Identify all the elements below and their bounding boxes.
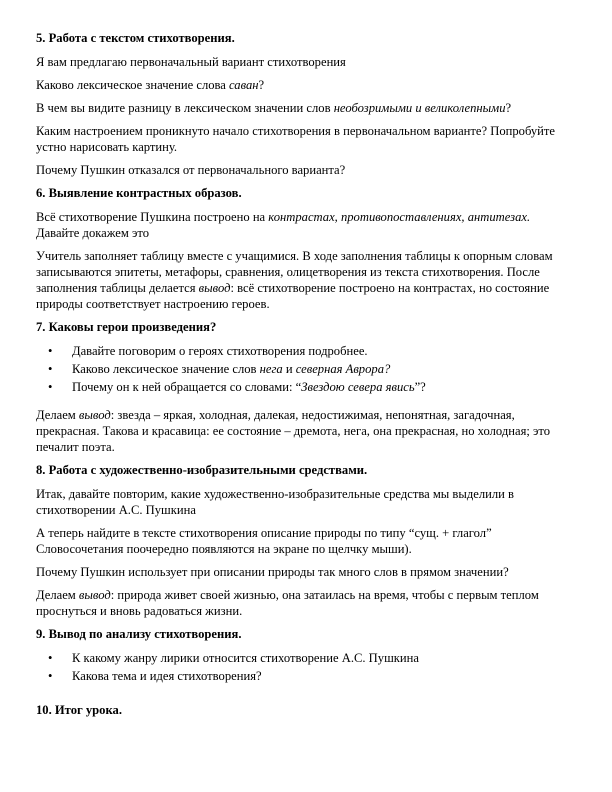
list-item: • К какому жанру лирики относится стихотворение А.С. Пушкина <box>48 651 419 665</box>
s5-paragraph-3: В чем вы видите разницу в лексическом значении слов необозримыми и великолепными? <box>36 101 512 115</box>
s5-paragraph-2: Каково лексическое значение слова саван? <box>36 78 265 92</box>
s9-bullet-list <box>36 650 576 684</box>
s7-bullet-list <box>36 343 576 395</box>
bullet-icon: • <box>48 651 53 665</box>
section-10-heading: 10. Итог урока. <box>36 703 122 717</box>
list-item: • Давайте поговорим о героях стихотворения подробнее. <box>48 344 368 358</box>
list-item: • Почему он к ней обращается со словами: “Звездою севера явись”? <box>48 380 426 394</box>
section-5-heading: 5. Работа с текстом стихотворения. <box>36 31 235 45</box>
section-9-heading: 9. Вывод по анализу стихотворения. <box>36 627 242 641</box>
s8-conclusion: Делаем вывод: природа живет своей жизнью, она затаилась на время, чтобы с первым теплом проснуться и вновь радоваться жизни. <box>36 588 539 618</box>
bullet-icon: • <box>48 669 53 683</box>
s6-paragraph-1: Всё стихотворение Пушкина построено на контрастах, противопоставлениях, антитезах. Давайте докажем это <box>36 210 531 240</box>
section-6-heading: 6. Выявление контрастных образов. <box>36 186 242 200</box>
s8-paragraph-1: Итак, давайте повторим, какие художественно-изобразительные средства мы выделили в стихотворении А.С. Пушкина <box>36 487 514 517</box>
s5-paragraph-4: Каким настроением проникнуто начало стихотворения в первоначальном варианте? Попробуйте устно нарисовать картину. <box>36 124 556 154</box>
s6-paragraph-2: Учитель заполняет таблицу вместе с учащимися. В ходе заполнения таблицы к опорным словам записываются эпитеты, метафоры, сравнения, олицетворения из текста стихотворения. После заполнения таблицы делается вывод: всё стихотворение построено на контрастах, но состояние природы соответствует настроению героев. <box>36 249 553 311</box>
list-item: • Какова тема и идея стихотворения? <box>48 669 262 683</box>
list-item: • Каково лексическое значение слов нега и северная Аврора? <box>48 362 391 376</box>
section-7-heading: 7. Каковы герои произведения? <box>36 320 217 334</box>
section-8-heading: 8. Работа с художественно-изобразительными средствами. <box>36 463 368 477</box>
s5-paragraph-1: Я вам предлагаю первоначальный вариант стихотворения <box>36 55 346 69</box>
bullet-icon: • <box>48 380 53 394</box>
bullet-icon: • <box>48 344 53 358</box>
bullet-icon: • <box>48 362 53 376</box>
s8-paragraph-3: Почему Пушкин использует при описании природы так много слов в прямом значении? <box>36 565 509 579</box>
s5-paragraph-5: Почему Пушкин отказался от первоначального варианта? <box>36 163 346 177</box>
s7-conclusion: Делаем вывод: звезда – яркая, холодная, далекая, недостижимая, непонятная, загадочная, прекрасная. Такова и красавица: ее состояние – дремота, нега, она прекрасная, но холодная; это печалит поэта. <box>36 408 551 454</box>
document-body <box>36 30 576 726</box>
s8-paragraph-2: А теперь найдите в тексте стихотворения описание природы по типу “сущ. + глагол” Словосочетания поочередно появляются на экране по щелчку мыши). <box>36 526 492 556</box>
